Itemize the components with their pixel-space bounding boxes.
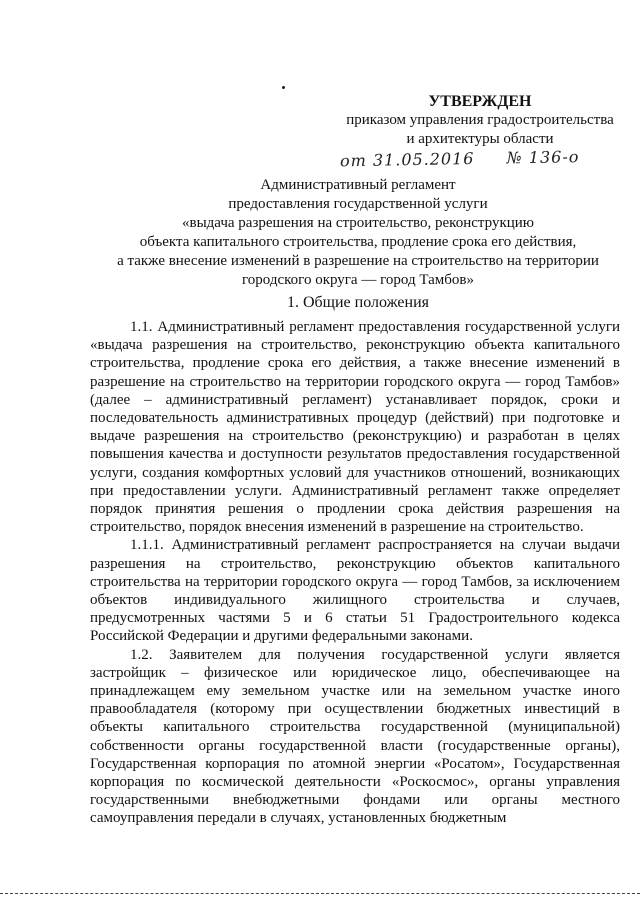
scan-speck [282,86,285,89]
paragraph: 1.2. Заявителем для получения государственной услуги является застройщик – физическое или юридическое лицо, обеспечивающее на принадлежащем ему земельном участке или на земельном участке иного правообладателя (которому при осуществлении бюджетных инвестиций в объекты капитального строительства государственной (муниципальной) собственности органы государственной власти (государственные органы), Государственная корпорация по атомной энергии «Росатом», Государственная корпорация по космической деятельности «Роскосмос», органы управления государственными внебюджетными фондами или органы местного самоуправления передали в случаях, установленных бюджетным [90,646,620,827]
title-line: Административный регламент [260,177,456,193]
handwritten-number: № 136-о [506,147,580,168]
title-line: а также внесение изменений в разрешение на строительство на территории [117,253,599,269]
approval-stamp [330,92,630,149]
title-line: «выдача разрешения на строительство, реконструкцию [181,215,534,231]
paragraph: 1.1.1. Административный регламент распространяется на случаи выдачи разрешения на строительство, реконструкцию объектов капитального строительства на территории городского округа — город Тамбов, за исключением объектов индивидуального жилищного строительства и случаев, предусмотренных частями 5 и 6 статьи 51 Градостроительного кодекса Российской Федерации и другими федеральными законами. [90,537,620,645]
title-line: городского округа — город Тамбов» [242,272,474,288]
approval-line: и архитектуры области [406,131,554,147]
title-line: объекта капитального строительства, продление срока его действия, [139,234,577,250]
document-body [90,318,620,828]
approval-heading: УТВЕРЖДЕН [428,93,532,110]
title-line: предоставления государственной услуги [228,196,488,212]
paragraph: 1.1. Административный регламент предоставления государственной услуги «выдача разрешения на строительство, реконструкцию объекта капитального строительства, продление срока его действия, а также внесение изменений в разрешение на строительство на территории городского округа — город Тамбов» (далее – административный регламент) устанавливает порядок, сроки и последовательность административных процедур (действий) при подготовке и выдаче разрешения на строительство (реконструкцию) и разработан в целях повышения качества и доступности результатов предоставления государственной услуги, создания комфортных условий для участников отношений, возникающих при предоставлении услуги. Административный регламент также определяет порядок принятия решения о продлении срока действия разрешения на строительство, порядок внесения изменений в разрешение на строительство. [90,319,620,536]
handwritten-date-number [340,147,606,171]
approval-line: приказом управления градостроительства [346,112,614,128]
document-title [80,176,636,290]
section-heading: 1. Общие положения [286,294,430,311]
page-edge-line [0,893,640,894]
handwritten-date: от 31.05.2016 [339,148,475,171]
